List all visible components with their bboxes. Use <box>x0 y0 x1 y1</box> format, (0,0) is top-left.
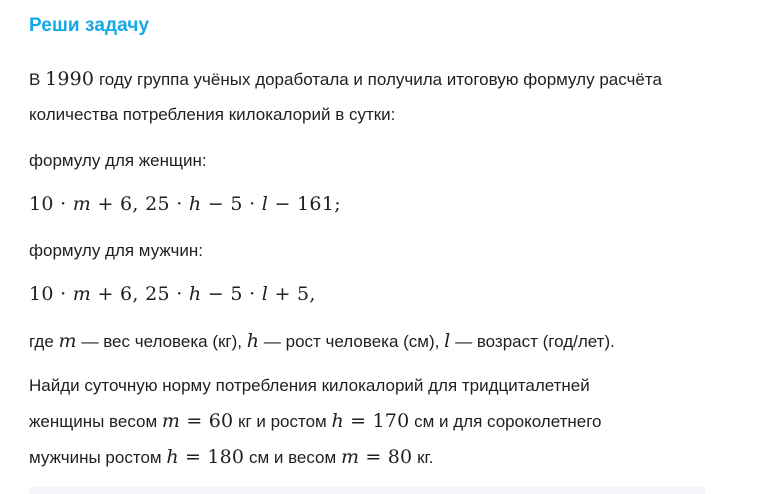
men-formula-part4: + 5, <box>268 283 316 305</box>
intro-text-start: В <box>29 70 46 89</box>
women-formula-var-h: h <box>188 193 202 215</box>
task-line-3-text-1: мужчины ростом <box>29 448 167 467</box>
task-heading: Реши задачу <box>29 15 150 36</box>
men-formula-part1: 10 · <box>29 283 73 305</box>
task-line-3 <box>29 446 433 469</box>
task-line-2 <box>29 410 602 433</box>
intro-text-end: году группа учёных доработала и получила итоговую формулу расчёта <box>94 70 662 89</box>
legend-text-1: где <box>29 332 59 351</box>
task-line-2-m-value: = 60 <box>180 410 234 432</box>
task-line-3-var-h: h <box>166 446 179 468</box>
men-formula-var-h: h <box>188 283 202 305</box>
legend-var-m: m <box>58 330 77 352</box>
task-line-2-text-1: женщины весом <box>29 412 162 431</box>
answer-area-edge <box>29 487 705 494</box>
task-line-2-text-2: кг и ростом <box>233 412 332 431</box>
women-formula-part1: 10 · <box>29 193 73 215</box>
legend-var-l: l <box>444 330 451 352</box>
women-formula-var-l: l <box>261 193 269 215</box>
intro-line-2: количества потребления килокалорий в сутки: <box>29 105 396 124</box>
year-value: 1990 <box>45 68 95 90</box>
women-formula-label: формулу для женщин: <box>29 151 207 170</box>
legend-text-2: — вес человека (кг), <box>76 332 247 351</box>
men-formula <box>29 283 316 305</box>
men-formula-part3: − 5 · <box>201 283 262 305</box>
men-formula-label: формулу для мужчин: <box>29 241 204 260</box>
task-line-3-text-2: см и весом <box>244 448 341 467</box>
men-formula-part2: + 6, 25 · <box>91 283 189 305</box>
task-line-2-text-3: см и для сороколетнего <box>409 412 602 431</box>
task-line-3-text-3: кг. <box>412 448 434 467</box>
legend-text-3: — рост человека (см), <box>259 332 445 351</box>
task-line-3-h-value: = 180 <box>178 446 245 468</box>
task-line-2-h-value: = 170 <box>343 410 410 432</box>
task-line-2-var-h: h <box>331 410 344 432</box>
women-formula-var-m: m <box>72 193 92 215</box>
men-formula-var-l: l <box>261 283 269 305</box>
women-formula <box>29 193 341 215</box>
variables-legend <box>29 330 615 353</box>
task-line-3-m-value: = 80 <box>359 446 413 468</box>
task-line-3-var-m: m <box>340 446 360 468</box>
women-formula-part4: − 161; <box>268 193 341 215</box>
task-line-2-var-m: m <box>161 410 181 432</box>
task-line-1: Найди суточную норму потребления килокалорий для тридциталетней <box>29 376 590 395</box>
women-formula-part3: − 5 · <box>201 193 262 215</box>
women-formula-part2: + 6, 25 · <box>91 193 189 215</box>
intro-line-1 <box>29 68 662 91</box>
legend-var-h: h <box>246 330 260 352</box>
legend-text-4: — возраст (год/лет). <box>450 332 615 351</box>
men-formula-var-m: m <box>72 283 92 305</box>
